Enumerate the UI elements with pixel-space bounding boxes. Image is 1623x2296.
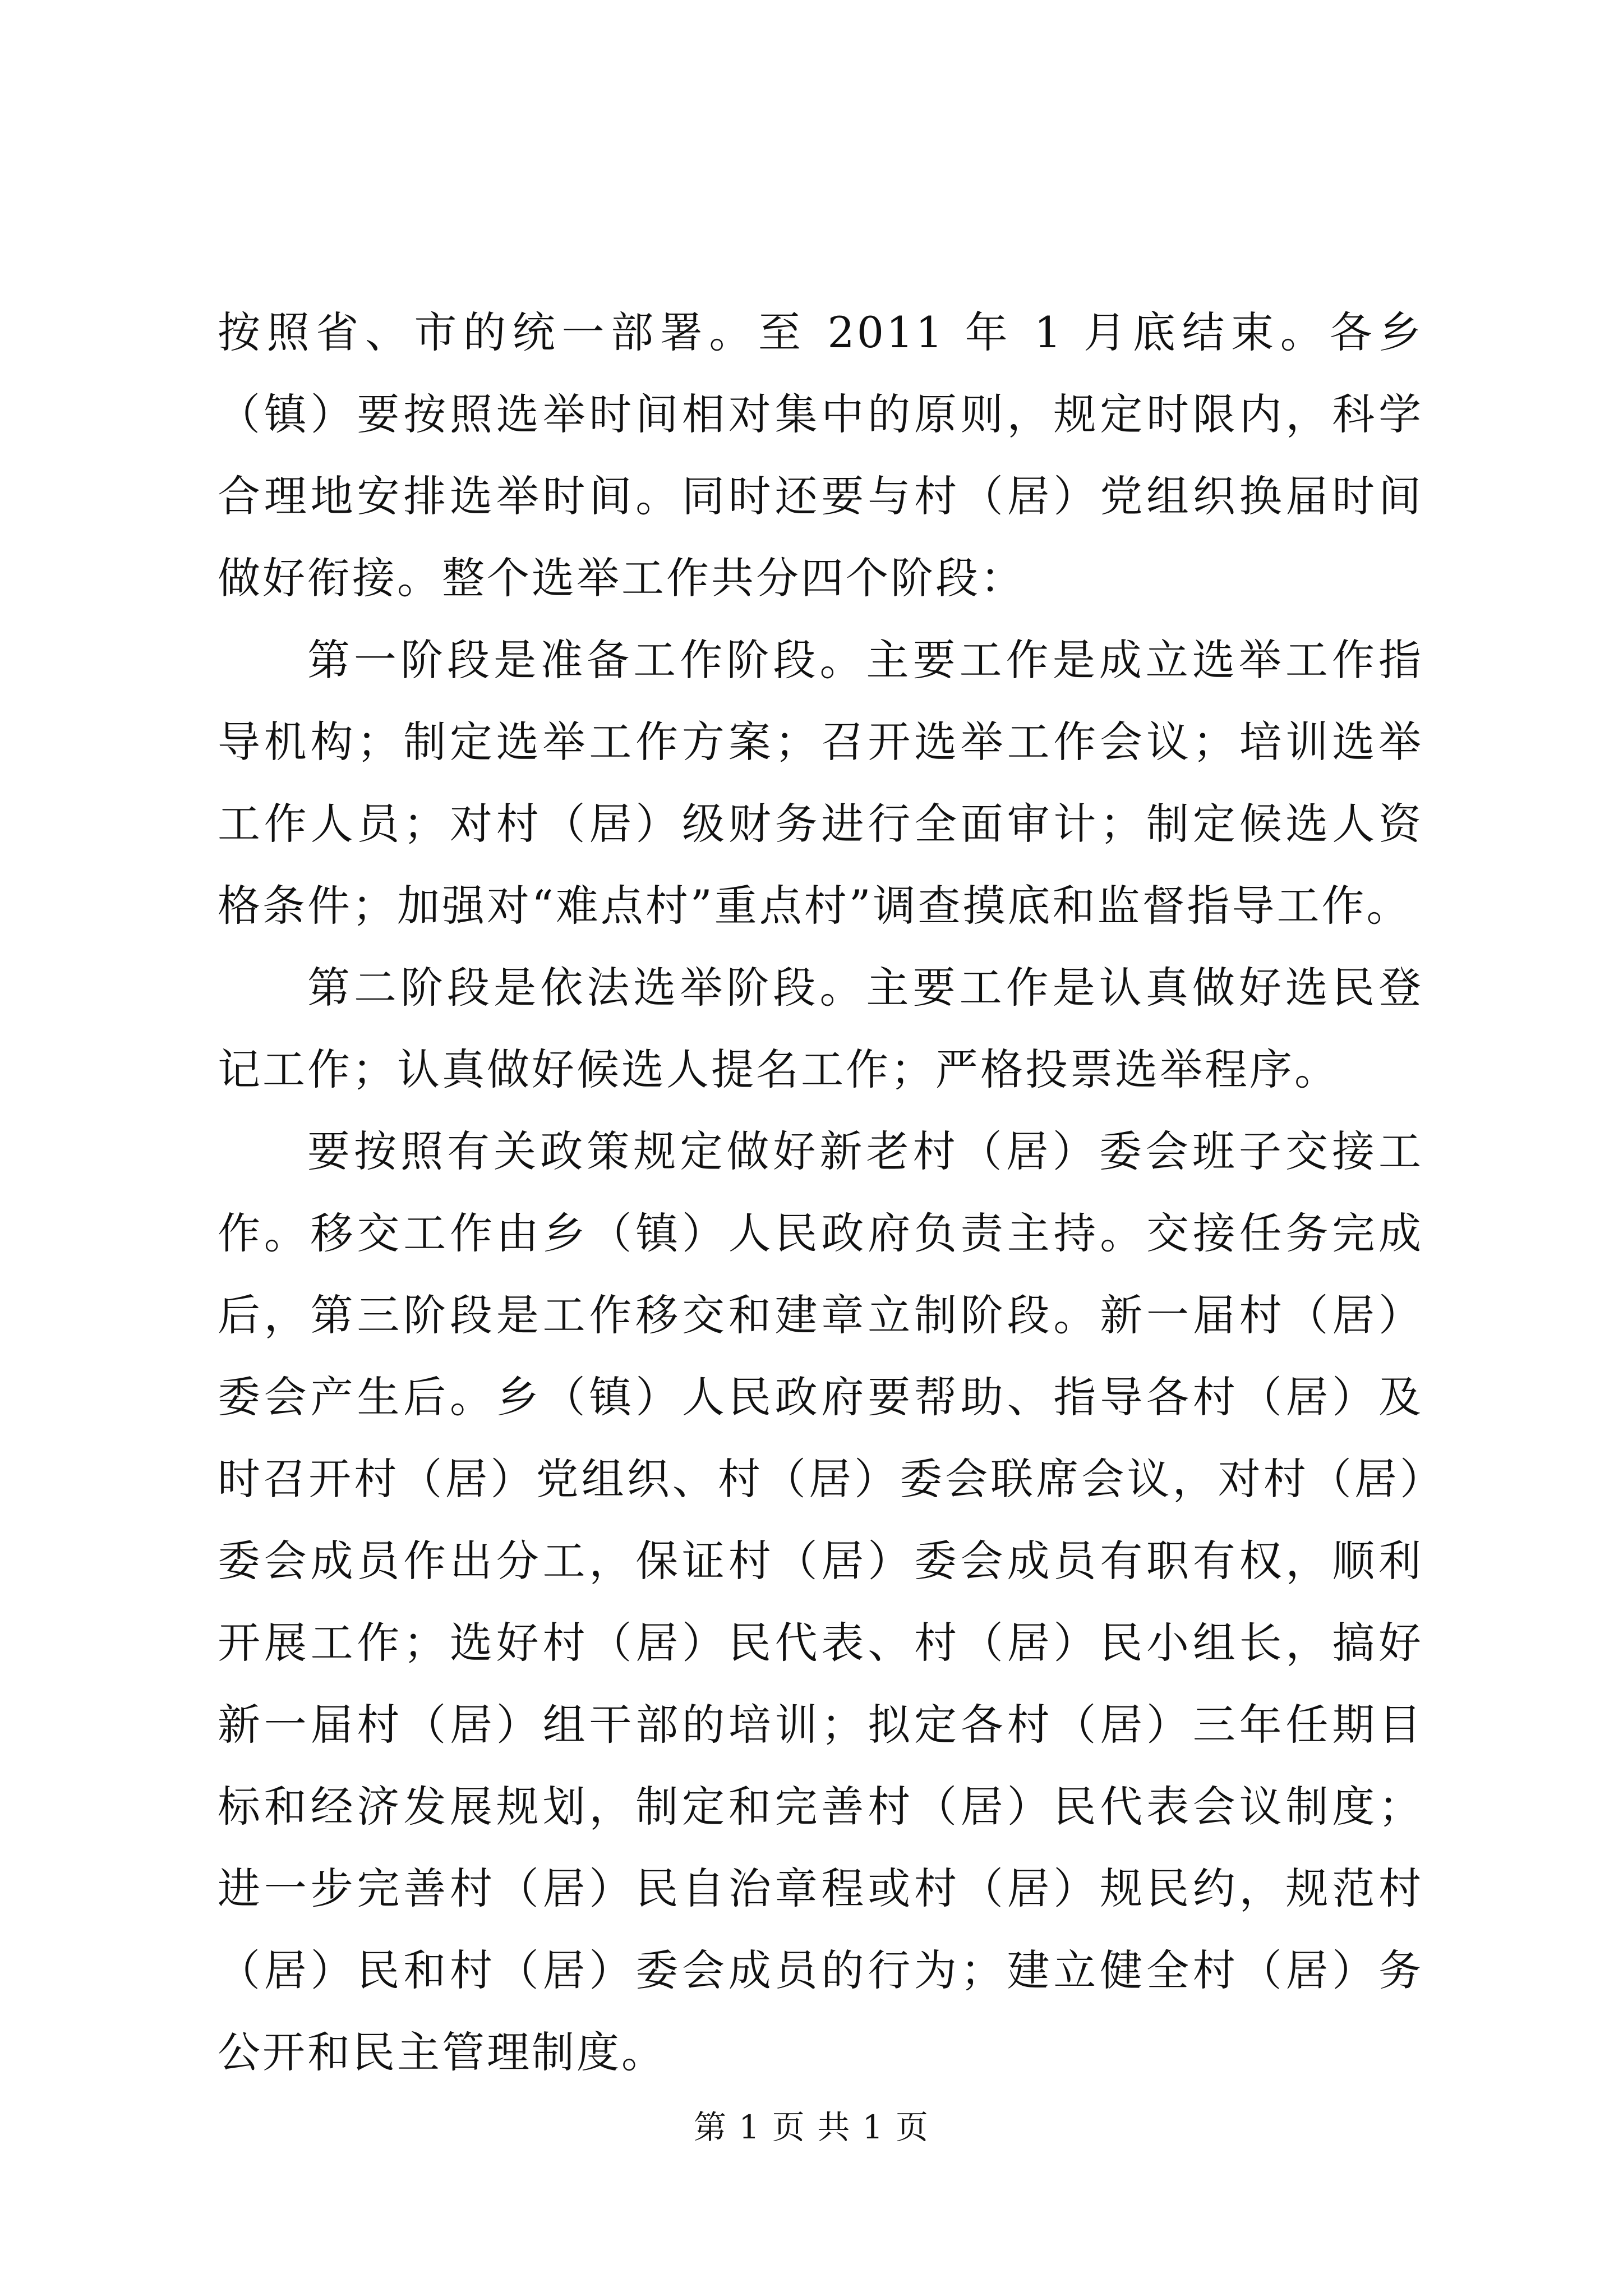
document-body xyxy=(218,292,1423,2093)
paragraph-stage-three: 要按照有关政策规定做好新老村（居）委会班子交接工作。移交工作由乡（镇）人民政府负责主持。交接任务完成后，第三阶段是工作移交和建章立制阶段。新一届村（居）委会产生后。乡（镇）人民政府要帮助、指导各村（居）及时召开村（居）党组织、村（居）委会联席会议，对村（居）委会成员作出分工，保证村（居）委会成员有职有权，顺利开展工作；选好村（居）民代表、村（居）民小组长，搞好新一届村（居）组干部的培训；拟定各村（居）三年任期目标和经济发展规划，制定和完善村（居）民代表会议制度；进一步完善村（居）民自治章程或村（居）规民约，规范村（居）民和村（居）委会成员的行为；建立健全村（居）务公开和民主管理制度。 xyxy=(218,1126,1423,2077)
page-number: 第 1 页 共 1 页 xyxy=(694,2108,929,2146)
paragraph-stage-one: 第一阶段是准备工作阶段。主要工作是成立选举工作指导机构；制定选举工作方案；召开选举工作会议；培训选举工作人员；对村（居）级财务进行全面审计；制定候选人资格条件；加强对“难点村”重点村”调查摸底和监督指导工作。 xyxy=(218,635,1423,931)
paragraph-schedule: 按照省、市的统一部署。至 2011 年 1 月底结束。各乡（镇）要按照选举时间相对集中的原则，规定时限内，科学合理地安排选举时间。同时还要与村（居）党组织换届时间做好衔接。整个选举工作共分四个阶段： xyxy=(218,307,1423,603)
paragraph-stage-two: 第二阶段是依法选举阶段。主要工作是认真做好选民登记工作；认真做好候选人提名工作；严格投票选举程序。 xyxy=(218,963,1423,1094)
